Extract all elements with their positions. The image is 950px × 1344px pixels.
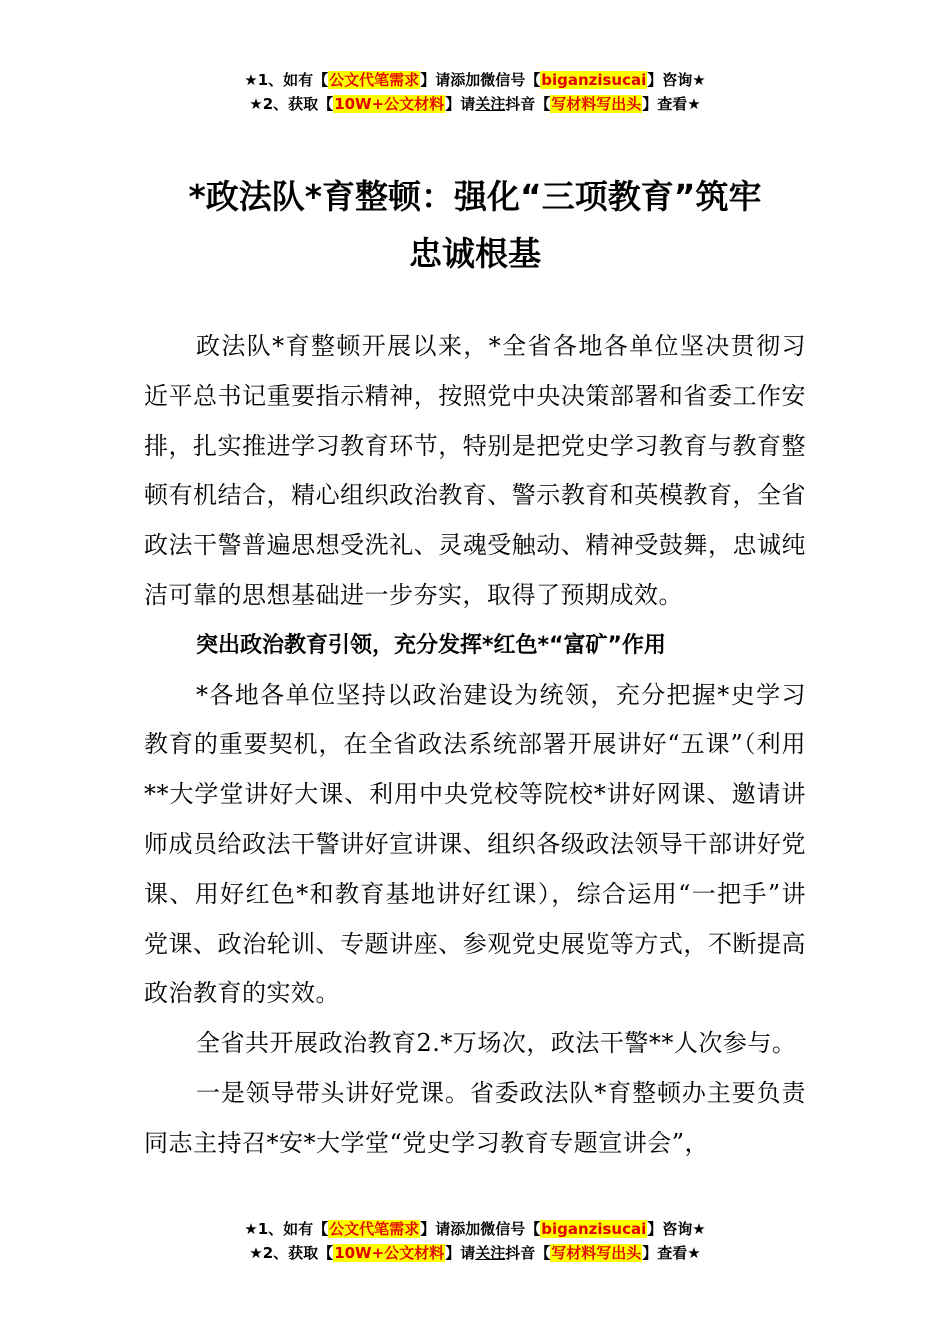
document-body	[144, 322, 806, 1169]
title-line-2: 忠诚根基	[409, 234, 541, 273]
promo-line-1	[0, 68, 950, 92]
promo-text: ★2、获取【	[249, 1244, 334, 1262]
promo-text: 抖音【	[505, 95, 551, 113]
promo-text: ★1、如有【	[244, 1220, 329, 1238]
document-title	[0, 168, 950, 282]
title-line-1: *政法队*育整顿：强化“三项教育”筑牢	[188, 177, 762, 216]
paragraph-political-education: *各地各单位坚持以政治建设为统领，充分把握*史学习教育的重要契机，在全省政法系统部署开展讲好“五课”（利用**大学堂讲好大课、利用中央党校等院校*讲好网课、邀请讲师成员给政法干警讲好宣讲课、组织各级政法领导干部讲好党课、用好红色*和教育基地讲好红课），综合运用“一把手”讲党课、政治轮训、专题讲座、参观党史展览等方式，不断提高政治教育的实效。	[144, 680, 806, 1008]
promo-line-2	[0, 92, 950, 116]
promo-line-2	[0, 1241, 950, 1265]
promo-text: 】请	[445, 95, 476, 113]
promo-highlight-douyin: 写材料写出头	[551, 95, 642, 113]
promo-highlight-materials: 10W+公文材料	[334, 95, 445, 113]
promo-line-1	[0, 1217, 950, 1241]
paragraph-leaders-lecture: 一是领导带头讲好党课。省委政法队*育整顿办主要负责同志主持召*安*大学堂“党史学习教育专题宣讲会”，	[144, 1078, 806, 1157]
promo-highlight-wechat-id: biganzisucai	[541, 1220, 647, 1238]
promo-text: 】咨询★	[647, 1220, 706, 1238]
promo-banner-bottom	[0, 1217, 950, 1265]
promo-highlight-wechat-id: biganzisucai	[541, 71, 647, 89]
promo-text: 】请添加微信号【	[420, 1220, 541, 1238]
paragraph-intro: 政法队*育整顿开展以来，*全省各地各单位坚决贯彻习近平总书记重要指示精神，按照党中央决策部署和省委工作安排，扎实推进学习教育环节，特别是把党史学习教育与教育整顿有机结合，精心组织政治教育、警示教育和英模教育，全省政法干警普遍思想受洗礼、灵魂受触动、精神受鼓舞，忠诚纯洁可靠的思想基础进一步夯实，取得了预期成效。	[144, 332, 806, 609]
promo-text: 抖音【	[505, 1244, 551, 1262]
promo-highlight-service: 公文代笔需求	[329, 1220, 420, 1238]
promo-text: 】咨询★	[647, 71, 706, 89]
promo-text: ★1、如有【	[244, 71, 329, 89]
promo-text: ★2、获取【	[249, 95, 334, 113]
promo-text: 】查看★	[642, 95, 701, 113]
promo-text: 】请	[445, 1244, 476, 1262]
promo-underlined-follow: 关注	[475, 1244, 506, 1262]
promo-underlined-follow: 关注	[475, 95, 506, 113]
promo-banner-top	[0, 68, 950, 116]
promo-highlight-materials: 10W+公文材料	[334, 1244, 445, 1262]
promo-text: 】请添加微信号【	[420, 71, 541, 89]
promo-highlight-service: 公文代笔需求	[329, 71, 420, 89]
promo-text: 】查看★	[642, 1244, 701, 1262]
paragraph-statistics: 全省共开展政治教育2.*万场次，政法干警**人次参与。	[196, 1029, 797, 1058]
promo-highlight-douyin: 写材料写出头	[551, 1244, 642, 1262]
section-heading: 突出政治教育引领，充分发挥*红色*“富矿”作用	[196, 632, 666, 658]
